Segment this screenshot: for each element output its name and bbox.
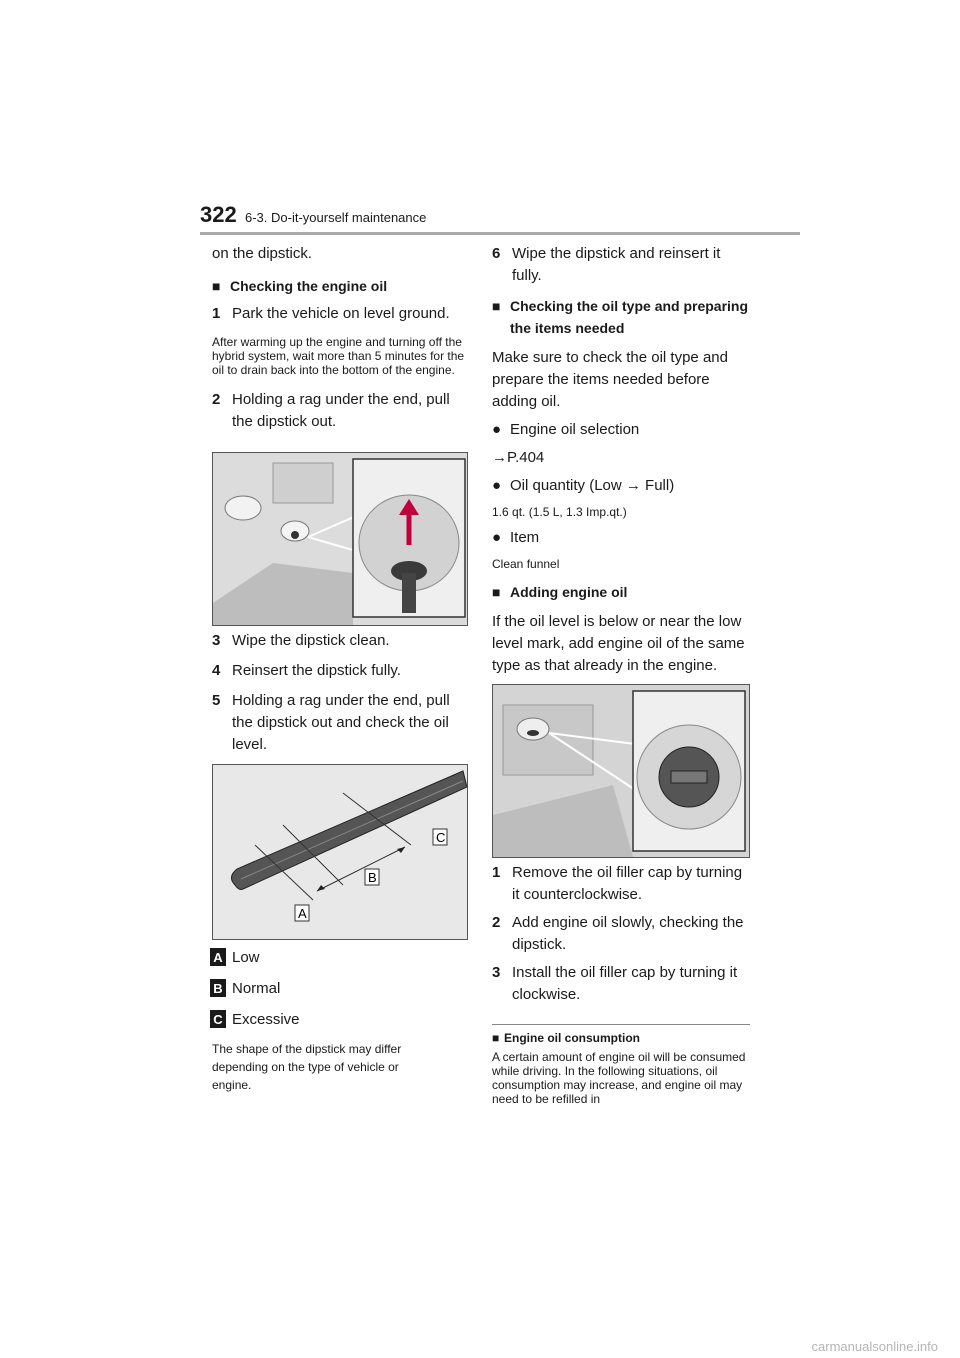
engine-dipstick-figure xyxy=(212,452,468,626)
header-divider xyxy=(200,232,800,235)
square-bullet-icon: ■ xyxy=(492,1031,500,1045)
heading-oil-type: ■ Checking the oil type and preparing the items needed xyxy=(492,295,750,339)
oil-quantity-value: 1.6 qt. (1.5 L, 1.3 Imp.qt.) xyxy=(492,505,627,519)
step-2: 2 Holding a rag under the end, pull the dipstick out. xyxy=(212,391,450,430)
left-column-top xyxy=(212,243,472,433)
dipstick-level-figure xyxy=(212,764,468,940)
adding-intro: If the oil level is below or near the low level mark, add engine oil of the same type as that already in the engine. xyxy=(492,613,745,674)
square-bullet-icon: ■ xyxy=(492,298,501,314)
note-heading-oil-consumption: ■ Engine oil consumption xyxy=(492,1031,640,1045)
step-4: 4 Reinsert the dipstick fully. xyxy=(212,662,401,679)
bullet-oil-selection: ● Engine oil selection xyxy=(492,419,750,441)
legend-low: A Low xyxy=(210,948,260,966)
prepare-intro: Make sure to check the oil type and prepare the items needed before adding oil. xyxy=(492,349,728,410)
page-reference-link[interactable]: →P.404 xyxy=(492,449,545,466)
heading-adding-oil: ■ Adding engine oil xyxy=(492,581,750,603)
adding-step-3: 3 Install the oil filler cap by turning it clockwise. xyxy=(492,964,738,1003)
dipstick-label-a: A xyxy=(298,906,307,921)
filler-cap-illustration xyxy=(493,685,749,857)
dipstick-illustration xyxy=(213,765,467,939)
legend-excessive: C Excessive xyxy=(210,1010,300,1028)
step-1: 1 Park the vehicle on level ground. xyxy=(212,305,450,322)
watermark: carmanualsonline.info xyxy=(811,1339,938,1354)
legend-normal: B Normal xyxy=(210,979,280,997)
bullet-icon: ● xyxy=(492,477,502,494)
continuation-text: on the dipstick. xyxy=(212,245,313,262)
square-bullet-icon: ■ xyxy=(492,584,501,600)
note-warming: After warming up the engine and turning off the hybrid system, wait more than 5 minutes for the oil to drain back into the bottom of the engine. xyxy=(212,335,465,377)
bullet-icon: ● xyxy=(492,529,502,546)
page-number: 322 xyxy=(200,202,237,227)
adding-step-2: 2 Add engine oil slowly, checking the dipstick. xyxy=(492,914,744,953)
note-divider xyxy=(492,1024,750,1025)
dipstick-label-b: B xyxy=(368,870,377,885)
bullet-icon: ● xyxy=(492,421,502,438)
note-oil-consumption: A certain amount of engine oil will be consumed while driving. In the following situations, oil consumption may increase, and engine oil may need to be refilled in xyxy=(492,1050,746,1106)
item-value: Clean funnel xyxy=(492,557,560,571)
adding-step-1: 1 Remove the oil filler cap by turning it counterclockwise. xyxy=(492,864,743,903)
square-bullet-icon: ■ xyxy=(212,278,221,294)
right-column-top xyxy=(492,243,750,677)
oil-filler-cap-figure xyxy=(492,684,750,858)
section-title: 6-3. Do-it-yourself maintenance xyxy=(245,210,427,225)
right-column-steps xyxy=(492,862,750,1006)
dipstick-label-c: C xyxy=(436,830,446,845)
engine-bay-illustration xyxy=(213,453,467,625)
heading-checking-oil: ■ Checking the engine oil xyxy=(212,275,472,297)
note-dipstick-shape: The shape of the dipstick may differ depending on the type of vehicle or engine. xyxy=(212,1042,402,1092)
bullet-item: ● Item xyxy=(492,527,750,549)
step-5: 5 Holding a rag under the end, pull the dipstick out and check the oil level. xyxy=(212,692,450,753)
step-3: 3 Wipe the dipstick clean. xyxy=(212,632,390,649)
step-6: 6 Wipe the dipstick and reinsert it fully. xyxy=(492,245,721,284)
left-column-steps xyxy=(212,630,472,756)
bullet-oil-quantity: ● Oil quantity (Low → Full) xyxy=(492,475,750,497)
